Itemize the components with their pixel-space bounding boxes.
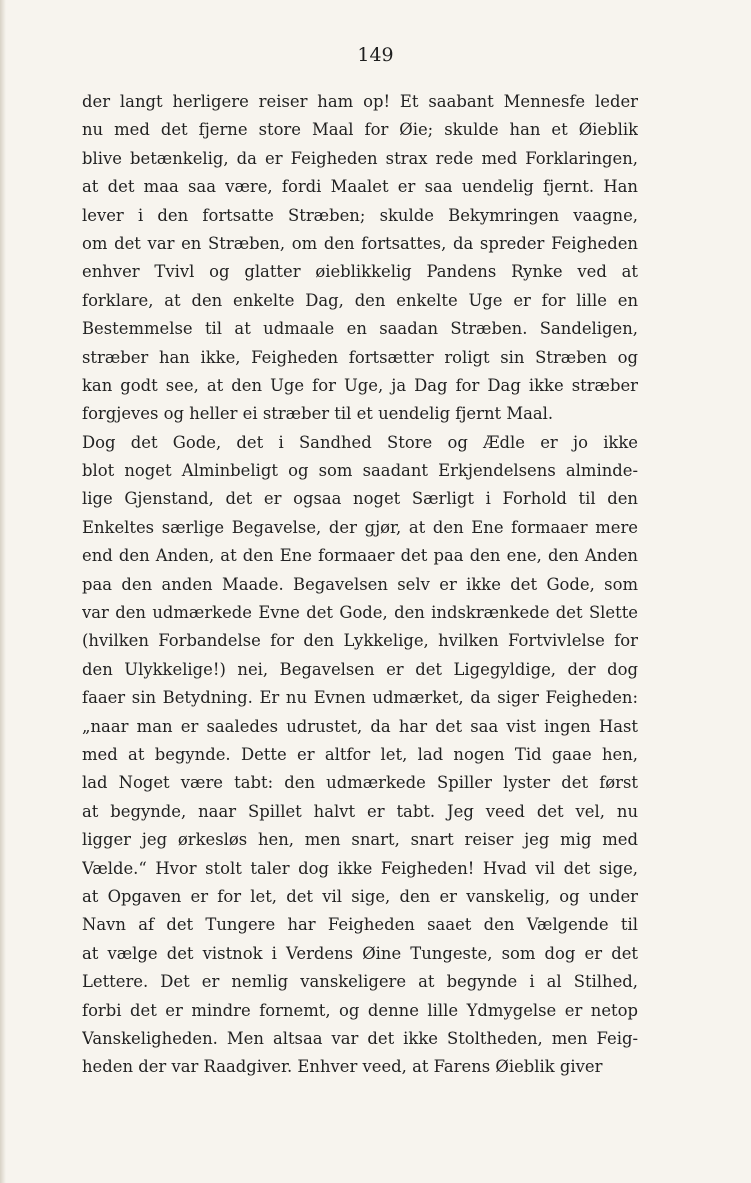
text-line: nu med det fjerne store Maal for Øie; skulde han et Øieblik xyxy=(82,120,638,140)
text-line: Lettere. Det er nemlig vanskeligere at begynde i al Stilhed, xyxy=(82,972,638,992)
text-line: enhver Tvivl og glatter øieblikkelig Pandens Rynke ved at xyxy=(82,262,638,282)
text-line: blive betænkelig, da er Feigheden strax rede med Forklaringen, xyxy=(82,148,638,168)
text-line: var den udmærkede Evne det Gode, den indskrænkede det Slette xyxy=(82,603,638,623)
text-line: forklare, at den enkelte Dag, den enkelte Uge er for lille en xyxy=(82,290,638,310)
text-line: der langt herligere reiser ham op! Et saabant Mennesfe leder xyxy=(82,92,638,111)
text-line: at begynde, naar Spillet halvt er tabt. Jeg veed det vel, nu xyxy=(82,801,638,821)
text-line: at det maa saa være, fordi Maalet er saa uendelig fjernt. Han xyxy=(82,177,638,197)
text-line: paa den anden Maade. Begavelsen selv er ikke det Gode, som xyxy=(82,574,638,594)
text-line: stræber han ikke, Feigheden fortsætter roligt sin Stræben og xyxy=(82,347,638,367)
text-line: lige Gjenstand, det er ogsaa noget Særligt i Forhold til den xyxy=(82,489,638,509)
text-line: heden der var Raadgiver. Enhver veed, at Farens Øieblik giver xyxy=(82,1057,603,1077)
text-line: forbi det er mindre fornemt, og denne lille Ydmygelse er netop xyxy=(82,1000,638,1020)
page-gutter-shadow xyxy=(0,0,6,1183)
text-line: at Opgaven er for let, det vil sige, den er vanskelig, og under xyxy=(82,886,638,906)
text-line: Enkeltes særlige Begavelse, der gjør, at den Ene formaaer mere xyxy=(82,517,638,537)
text-line: med at begynde. Dette er altfor let, lad nogen Tid gaae hen, xyxy=(82,744,638,764)
text-line: kan godt see, at den Uge for Uge, ja Dag for Dag ikke stræber xyxy=(82,375,638,395)
text-line: ligger jeg ørkesløs hen, men snart, snart reiser jeg mig med xyxy=(82,830,638,850)
text-line: end den Anden, at den Ene formaaer det paa den ene, den Anden xyxy=(82,546,638,566)
text-line: at vælge det vistnok i Verdens Øine Tungeste, som dog er det xyxy=(82,943,638,963)
text-line: Navn af det Tungere har Feigheden saaet den Vælgende til xyxy=(82,915,638,935)
text-line: den Ulykkelige!) nei, Begavelsen er det Ligegyldige, der dog xyxy=(82,659,638,679)
text-line: (hvilken Forbandelse for den Lykkelige, hvilken Fortvivlelse for xyxy=(82,631,638,651)
text-line: Dog det Gode, det i Sandhed Store og Ædle er jo ikke xyxy=(82,432,638,452)
body-text xyxy=(82,88,638,1082)
text-line: lad Noget være tabt: den udmærkede Spiller lyster det først xyxy=(82,773,638,793)
text-line: blot noget Alminbeligt og som saadant Erkjendelsens alminde- xyxy=(82,461,638,481)
text-line: „naar man er saaledes udrustet, da har det saa vist ingen Hast xyxy=(82,716,638,736)
page-number: 149 xyxy=(357,44,394,66)
text-line: Bestemmelse til at udmaale en saadan Stræben. Sandeligen, xyxy=(82,319,638,339)
text-line: Vanskeligheden. Men altsaa var det ikke Stoltheden, men Feig- xyxy=(82,1028,638,1048)
text-line: Vælde.“ Hvor stolt taler dog ikke Feigheden! Hvad vil det sige, xyxy=(82,858,638,878)
text-line: forgjeves og heller ei stræber til et uendelig fjernt Maal. xyxy=(82,404,554,424)
text-line: lever i den fortsatte Stræben; skulde Bekymringen vaagne, xyxy=(82,205,638,225)
text-line: faaer sin Betydning. Er nu Evnen udmærket, da siger Feigheden: xyxy=(82,688,638,708)
text-line: om det var en Stræben, om den fortsattes, da spreder Feigheden xyxy=(82,233,638,253)
